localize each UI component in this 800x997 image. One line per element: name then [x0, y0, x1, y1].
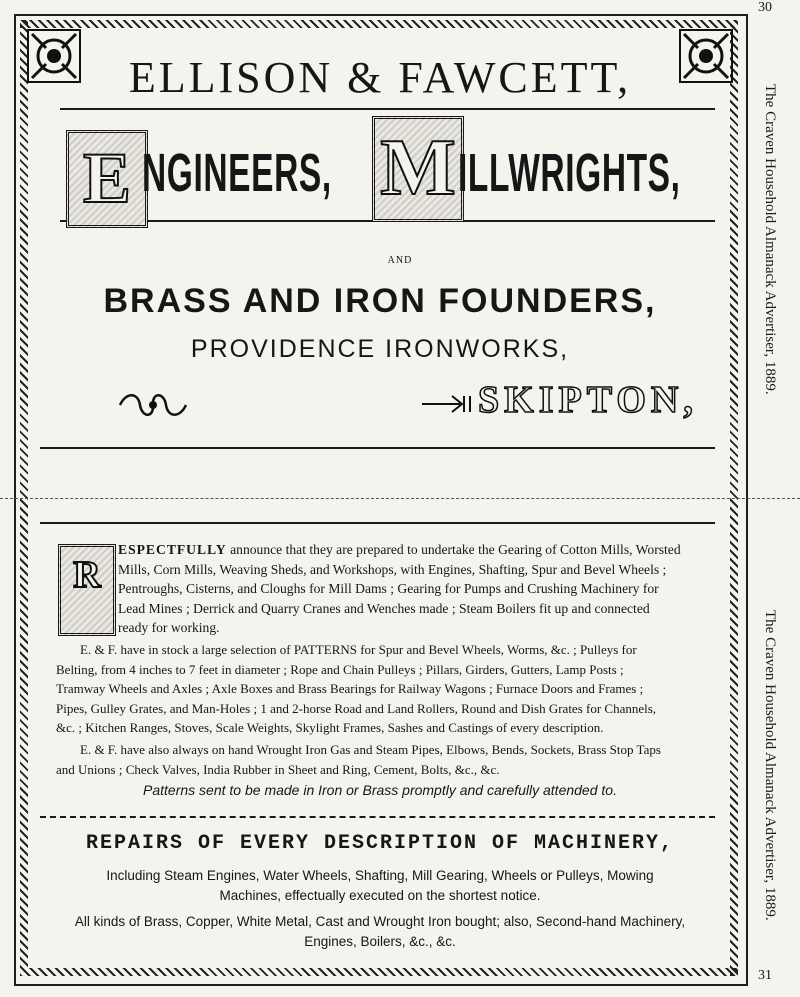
repairs-heading: REPAIRS OF EVERY DESCRIPTION OF MACHINERY, [85, 832, 675, 855]
millwrights-initial-box [372, 116, 464, 222]
bought-description [40, 912, 720, 952]
stock-line-2: Belting, from 4 inches to 7 feet in diameter ; Rope and Chain Pulleys ; Pillars, Girders, Gutters, Lamp Posts ; [56, 661, 624, 677]
engineers-initial: E [82, 138, 132, 218]
fold-line [0, 498, 800, 499]
intro-line-4: Lead Mines ; Derrick and Quarry Cranes and Wenches made ; Steam Boilers fit up and connected [118, 600, 650, 616]
town-name: SKIPTON, [478, 379, 698, 421]
dashed-divider [40, 816, 715, 818]
patterns-note: Patterns sent to be made in Iron or Brass promptly and carefully attended to. [143, 782, 617, 798]
on-hand-line-2: and Unions ; Check Valves, India Rubber in Sheet and Ring, Cement, Bolts, &c., &c. [56, 761, 500, 777]
intro-line-5: ready for working. [118, 620, 220, 636]
works-name: PROVIDENCE IRONWORKS, [190, 335, 570, 363]
founders-heading: BRASS AND IRON FOUNDERS, [103, 282, 657, 320]
paragraph-on-hand [56, 740, 716, 779]
intro-line-3: Pentroughs, Cisterns, and Cloughs for Mill Dams ; Gearing for Pumps and Crushing Machinery for [118, 581, 659, 597]
intro-line-1: announce that they are prepared to undertake the Gearing of Cotton Mills, Worsted [226, 542, 681, 557]
stock-line-1: E. & F. have in stock a large selection of PATTERNS for Spur and Bevel Wheels, Worms, &c. ; Pulleys for [80, 642, 637, 657]
arrow-ornament [420, 392, 474, 416]
drop-initial: R [73, 554, 101, 596]
and-connector: AND [387, 255, 413, 266]
header-rule-top [60, 108, 715, 110]
divider-2 [40, 522, 715, 524]
stock-line-4: Pipes, Gulley Grates, and Man-Holes ; 1 and 2-horse Road and Land Rollers, Round and Dish Grates for Channels, [56, 700, 657, 716]
millwrights-initial: M [380, 124, 456, 212]
repairs-line-1: Including Steam Engines, Water Wheels, Shafting, Mill Gearing, Wheels or Pulleys, Mowing [106, 868, 654, 883]
divider-1 [40, 447, 715, 449]
page-number-right: 31 [758, 968, 772, 983]
repairs-line-2: Machines, effectually executed on the shortest notice. [219, 888, 541, 903]
millwrights-word: ILLWRIGHTS, [458, 143, 681, 203]
page-number-left: 30 [758, 0, 772, 15]
engineers-word: NGINEERS, [142, 143, 332, 203]
running-head-bottom: The Craven Household Almanack Advertiser, 1889. [762, 610, 778, 921]
intro-line-2: Mills, Corn Mills, Weaving Sheds, and Workshops, with Engines, Shafting, Spur and Bevel Wheels ; [118, 561, 667, 577]
repairs-description [40, 866, 720, 906]
paragraph-stock [56, 640, 716, 738]
stock-line-5: &c. ; Kitchen Ranges, Stoves, Scale Weights, Skylight Frames, Sashes and Castings of every description. [56, 720, 604, 736]
running-head-top: The Craven Household Almanack Advertiser, 1889. [762, 84, 778, 395]
rope-border-bottom [20, 968, 738, 976]
intro-lead: ESPECTFULLY [118, 542, 227, 557]
paragraph-intro [118, 540, 718, 638]
drop-initial-box [58, 544, 116, 636]
firm-name: ELLISON & FAWCETT, [128, 53, 632, 102]
on-hand-line-1: E. & F. have also always on hand Wrought Iron Gas and Steam Pipes, Elbows, Bends, Sockets, Brass Stop Taps [80, 742, 661, 757]
rope-border-top [20, 20, 738, 28]
scroll-ornament [116, 388, 190, 422]
engineers-initial-box [66, 130, 148, 228]
stock-line-3: Tramway Wheels and Axles ; Axle Boxes and Brass Bearings for Railway Wagons ; Furnace Doors and Frames ; [56, 681, 644, 697]
bought-line-1: All kinds of Brass, Copper, White Metal, Cast and Wrought Iron bought; also, Second-hand Machinery, [74, 914, 686, 929]
bought-line-2: Engines, Boilers, &c., &c. [304, 934, 456, 949]
